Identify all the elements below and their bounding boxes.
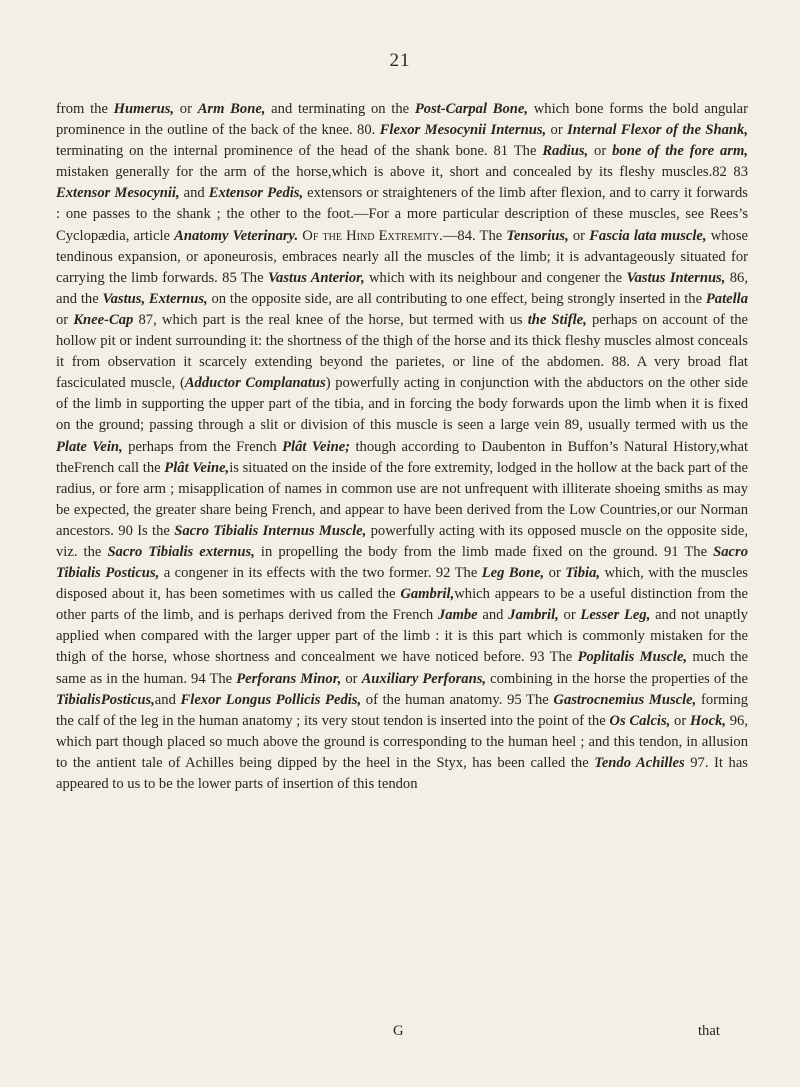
section-heading: Of the Hind Extremity. bbox=[298, 227, 443, 244]
text-run: of the human anatomy. 95 The bbox=[361, 691, 554, 708]
italic-term: Lesser Leg, bbox=[580, 607, 651, 624]
text-run: though according to Daubenton in Buffon’s Natural History,what theFrench call the bbox=[56, 438, 749, 476]
italic-term: Sacro Tibialis Posticus, bbox=[56, 543, 748, 582]
italic-term: Patella bbox=[705, 290, 749, 307]
text-run: combining in the horse the properties of the bbox=[486, 670, 748, 687]
italic-term: Plât Veine, bbox=[164, 459, 230, 476]
text-run: terminating on the internal prominence of the head of the shank bone. 81 The bbox=[56, 143, 543, 160]
italic-term: Fascia lata muscle, bbox=[589, 227, 707, 244]
text-run: 86, and the bbox=[56, 269, 748, 307]
text-run: 97. It has appeared to us to be the lower parts of insertion of this tendon bbox=[56, 754, 748, 792]
text-run: is situated on the inside of the fore extremity, lodged in the hollow at the back part of the radius, or fore arm ; misapplication of names in common use are not unfrequent with illiterate shoeing smiths as may be expected, the greater share being French, and appear to have been derived from the Low Countries,or our Norman ancestors. 90 Is the bbox=[56, 459, 748, 539]
italic-term: Radius, bbox=[542, 143, 589, 160]
italic-term: Extensor Mesocynii, bbox=[56, 185, 180, 202]
text-run: or bbox=[56, 311, 74, 328]
text-run: which bone forms the bold angular prominence in the outline of the back of the knee. 80. bbox=[56, 101, 748, 139]
catchword: that bbox=[698, 1023, 720, 1039]
text-run: ) powerfully acting in conjunction with the abductors on the other side of the limb in supporting the upper part of the tibia, and in forcing the body forwards upon the limb when it is fixed on the ground; passing through a slit or division of this muscle is seen a large vein 89, usually termed with us the bbox=[56, 375, 748, 434]
italic-term: Flexor Mesocynii Internus, bbox=[379, 122, 547, 139]
italic-term: Internal Flexor of the Shank, bbox=[567, 122, 748, 139]
italic-term: Sacro Tibialis Internus Muscle, bbox=[174, 522, 367, 539]
italic-term: Flexor Longus Pollicis Pedis, bbox=[180, 691, 362, 708]
text-run: or bbox=[544, 565, 566, 582]
italic-term: Leg Bone, bbox=[481, 565, 545, 582]
italic-term: Tibia, bbox=[565, 565, 601, 582]
italic-term: Vastus Internus, bbox=[626, 269, 726, 286]
text-run: —84. The bbox=[442, 227, 507, 244]
body-paragraph bbox=[56, 99, 748, 795]
text-run: 96, which part though placed so much above the ground is corresponding to the human heel ; and this tendon, in allusion to the antient tale of Achilles being dipped by the heel in the Styx, has been called the bbox=[56, 712, 748, 771]
italic-term: Knee-Cap bbox=[73, 311, 134, 328]
italic-term: the Stifle, bbox=[527, 311, 587, 328]
text-run: which appears to be a useful distinction from the other parts of the limb, and is perhaps derived from the French bbox=[56, 586, 748, 624]
signature-mark: G bbox=[393, 1023, 404, 1039]
text-run: or bbox=[546, 122, 568, 139]
text-run: forming the calf of the leg in the human anatomy ; its very stout tendon is inserted into the point of the bbox=[56, 691, 748, 729]
italic-term: Plate Vein, bbox=[56, 438, 123, 455]
text-run: from the bbox=[56, 101, 114, 117]
italic-term: Gambril, bbox=[400, 586, 455, 603]
italic-term: bone of the fore arm, bbox=[612, 143, 748, 160]
text-run: mistaken generally for the arm of the horse,which is above it, short and concealed by its fleshy muscles.82 83 bbox=[56, 164, 748, 181]
text-run: perhaps from the French bbox=[122, 438, 283, 455]
text-run: or bbox=[558, 607, 581, 624]
italic-term: Os Calcis, bbox=[609, 712, 671, 729]
italic-term: Vastus Anterior, bbox=[267, 269, 365, 286]
text-run: and bbox=[154, 691, 181, 708]
italic-term: TibialisPosticus, bbox=[56, 691, 155, 708]
text-run: perhaps on account of the hollow pit or indent surrounding it: the shortness of the thigh of the horse and its thick fleshy muscles almost conceals it from observation it scarcely extending beyond the parietes, or line of the abdomen. 88. A very broad flat fasciculated muscle, ( bbox=[56, 311, 748, 392]
italic-term: Vastus, Externus, bbox=[102, 290, 208, 307]
text-run: powerfully acting with its opposed muscle on the opposite side, viz. the bbox=[56, 522, 748, 560]
text-run: or bbox=[568, 227, 590, 244]
text-run: or bbox=[588, 143, 613, 160]
text-run: in propelling the body from the limb made fixed on the ground. 91 The bbox=[254, 543, 714, 560]
italic-term: Post-Carpal Bone, bbox=[414, 101, 529, 117]
italic-term: Sacro Tibialis externus, bbox=[107, 543, 255, 560]
italic-term: Tendo Achilles bbox=[594, 754, 685, 771]
page-footer bbox=[0, 1023, 800, 1045]
text-run: and bbox=[179, 185, 209, 202]
text-run: and not unaptly applied when compared with the larger upper part of the limb : it is this part which is commonly mistaken for the thigh of the horse, whose shortness and concealment we have noticed before. 93 The bbox=[56, 607, 748, 666]
text-run: whose tendinous expansion, or aponeurosis, embraces nearly all the muscles of the limb; it is advantageously situated for carrying the limb forwards. 85 The bbox=[56, 227, 748, 286]
text-run: 87, which part is the real knee of the horse, but termed with us bbox=[133, 311, 528, 328]
italic-term: Gastrocnemius Muscle, bbox=[553, 691, 697, 708]
italic-term: Extensor Pedis, bbox=[208, 185, 304, 202]
text-run: a congener in its effects with the two former. 92 The bbox=[159, 565, 482, 582]
italic-term: Jambe bbox=[437, 607, 478, 624]
italic-term: Arm Bone, bbox=[197, 101, 266, 117]
italic-term: Tensorius, bbox=[506, 227, 569, 244]
text-run: and bbox=[477, 607, 509, 624]
text-run: much the same as in the human. 94 The bbox=[56, 649, 748, 687]
italic-term: Poplitalis Muscle, bbox=[577, 649, 688, 666]
page-number: 21 bbox=[389, 50, 411, 71]
text-run: on the opposite side, are all contributing to one effect, being strongly inserted in the bbox=[207, 290, 706, 307]
text-run: and terminating on the bbox=[265, 101, 415, 117]
text-run: or bbox=[670, 712, 690, 729]
text-run: or bbox=[341, 670, 362, 687]
text-run: which with its neighbour and congener the bbox=[364, 269, 627, 286]
text-run: extensors or straighteners of the limb after flexion, and to carry it forwards : one passes to the shank ; the other to the foot.—For a more particular description of these muscles, see Rees’s Cyclopædia, article bbox=[56, 185, 748, 244]
italic-term: Plât Veine; bbox=[282, 438, 351, 455]
italic-term: Humerus, bbox=[113, 101, 175, 117]
italic-term: Anatomy Veterinary. bbox=[174, 227, 299, 244]
italic-term: Perforans Minor, bbox=[236, 670, 342, 687]
italic-term: Auxiliary Perforans, bbox=[361, 670, 487, 687]
text-run: which, with the muscles disposed about it, has been sometimes with us called the bbox=[56, 565, 748, 603]
italic-term: Jambril, bbox=[508, 607, 559, 624]
italic-term: Hock, bbox=[689, 712, 727, 729]
text-run: or bbox=[174, 101, 198, 117]
italic-term: Adductor Complanatus bbox=[184, 375, 326, 392]
